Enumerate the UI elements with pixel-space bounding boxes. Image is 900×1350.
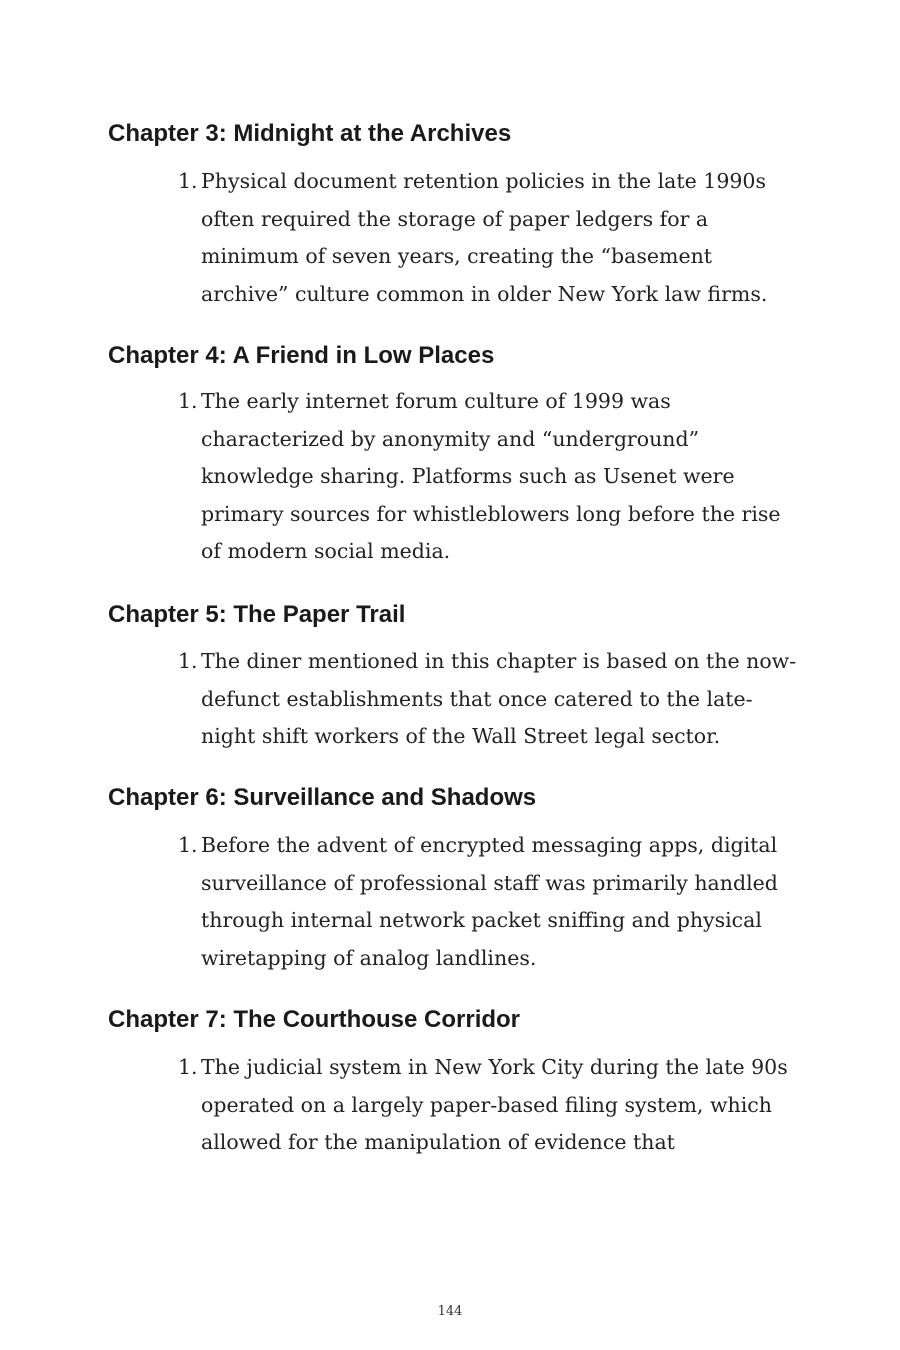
chapter-3-heading: Chapter 3: Midnight at the Archives [108,120,512,147]
chapter-7-note [178,1049,798,1162]
chapter-4-heading: Chapter 4: A Friend in Low Places [108,342,495,369]
chapter-5-note [178,643,798,756]
note-text: The early internet forum culture of 1999 was characterized by anonymity and “underground” knowledge sharing. Platforms such as Usenet were primary sources for whistleblowers long before the rise of modern social media. [201,389,781,564]
chapter-5-heading: Chapter 5: The Paper Trail [108,601,406,628]
chapter-7-heading: Chapter 7: The Courthouse Corridor [108,1006,521,1033]
note-text: The judicial system in New York City during the late 90s operated on a largely paper-based filing system, which allowed for the manipulation of evidence that [201,1055,788,1155]
note-number: 1. [178,1055,198,1079]
chapter-6-note [178,827,798,977]
note-text: Before the advent of encrypted messaging apps, digital surveillance of professional staff was primarily handled through internal network packet sniffing and physical wiretapping of analog landlines. [201,833,778,970]
note-number: 1. [178,169,198,193]
chapter-6-heading: Chapter 6: Surveillance and Shadows [108,784,537,811]
note-number: 1. [178,833,198,857]
note-text: Physical document retention policies in the late 1990s often required the storage of paper ledgers for a minimum of seven years, creating the “basement archive” culture common in older New York law firms. [201,169,768,306]
page-number: 144 [437,1304,463,1319]
note-text: The diner mentioned in this chapter is based on the now-defunct establishments that once catered to the late-night shift workers of the Wall Street legal sector. [201,649,797,749]
chapter-3-note [178,163,798,313]
chapter-4-note [178,383,798,571]
note-number: 1. [178,649,198,673]
note-number: 1. [178,389,198,413]
